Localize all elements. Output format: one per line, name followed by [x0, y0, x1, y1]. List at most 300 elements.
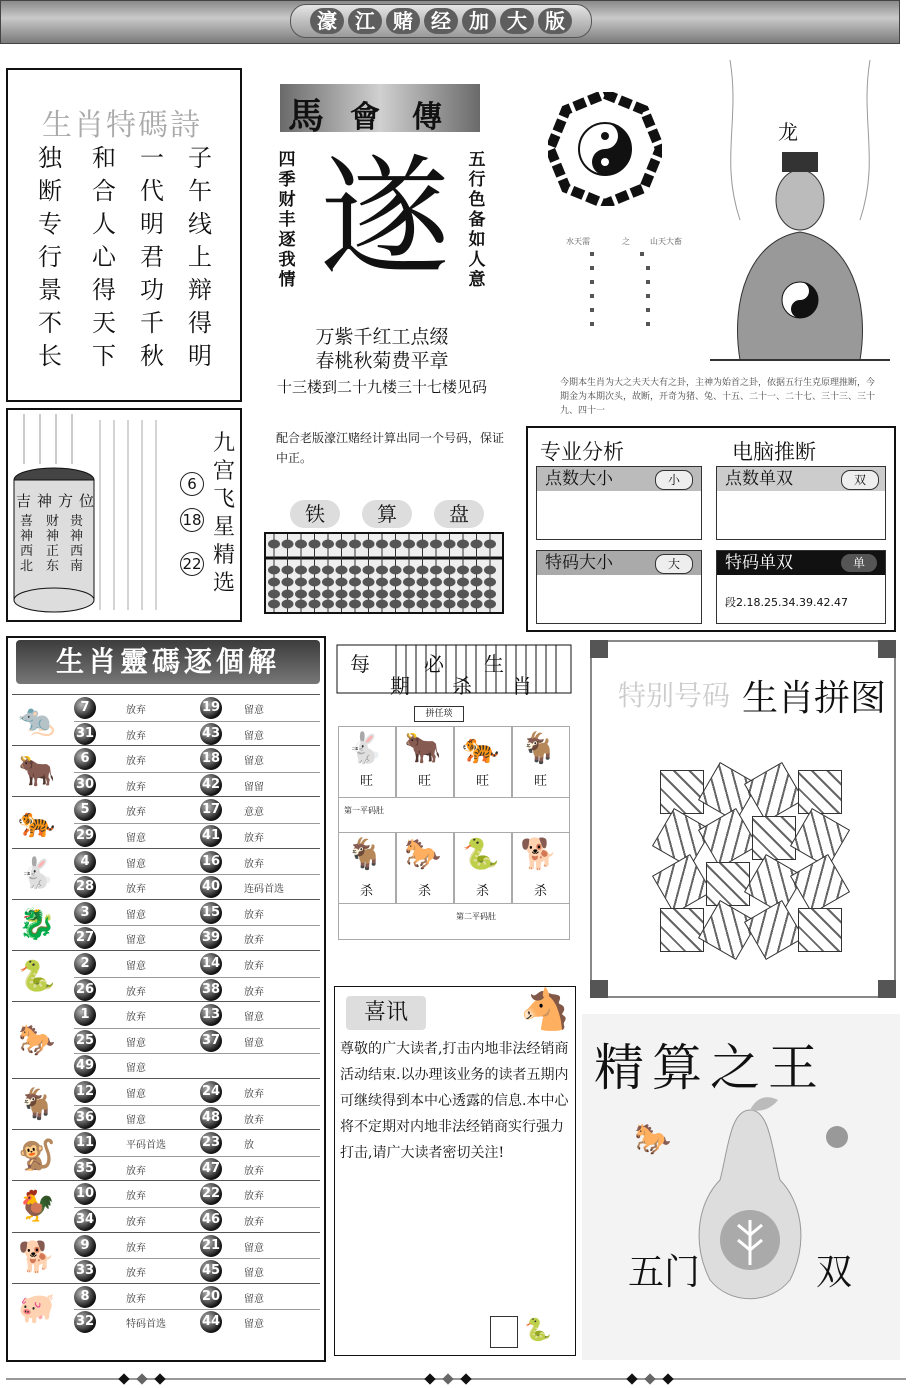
zodiac-group	[12, 1078, 320, 1129]
abacus-bead	[444, 600, 456, 609]
zodiac-number: 3	[74, 902, 96, 924]
dragon-label: 龙	[778, 120, 798, 144]
abacus-bead	[376, 590, 388, 599]
abacus-bead	[322, 600, 334, 609]
abacus-bead	[363, 540, 375, 549]
must-kill-char: 必	[424, 652, 444, 676]
abacus-bead	[309, 566, 321, 575]
analysis-title-right: 电脑推断	[732, 440, 816, 464]
verse-line-3: 十三楼到二十九楼三十七楼见码	[276, 378, 487, 396]
puzzle-piece	[660, 770, 704, 814]
analysis-title-left: 专业分析	[540, 440, 624, 464]
banner	[0, 0, 900, 44]
poem-column: 子 午 线 上 辩 得 明	[188, 144, 212, 370]
goat-icon: 🐐	[346, 837, 384, 872]
abacus-bead	[268, 600, 280, 609]
abacus-bead	[457, 600, 469, 609]
star-number: 18	[180, 508, 204, 532]
puzzle-faded-label: 特别号码	[618, 679, 731, 712]
puzzle-piece	[652, 854, 712, 914]
zodiac-advice: 放弃	[126, 756, 146, 768]
zodiac-animal-icon: 🐀	[18, 702, 56, 738]
zodiac-number: 32	[74, 1311, 96, 1333]
abacus-bead	[376, 600, 388, 609]
abacus-bead	[390, 578, 402, 587]
puzzle-piece	[698, 808, 758, 868]
zodiac-number: 23	[200, 1132, 222, 1154]
abacus-bead	[268, 578, 280, 587]
zodiac-advice: 放弃	[126, 1191, 146, 1203]
banner-char: 大	[500, 8, 534, 34]
corner-mark	[878, 640, 896, 658]
ornament	[442, 1373, 453, 1384]
drum-col: 喜神西北	[20, 514, 34, 574]
abacus-bead	[282, 590, 294, 599]
zodiac-number: 37	[200, 1030, 222, 1052]
abacus-bead	[322, 590, 334, 599]
abacus-bead	[295, 600, 307, 609]
zodiac-advice: 放弃	[126, 986, 146, 998]
zodiac-advice: 放弃	[126, 730, 146, 742]
zodiac-advice: 特码首选	[126, 1319, 166, 1331]
zodiac-advice: 放弃	[126, 781, 146, 793]
must-kill-char: 杀	[452, 674, 472, 698]
zodiac-number: 1	[74, 1004, 96, 1026]
zodiac-advice: 留意	[126, 935, 146, 947]
zodiac-advice: 意意	[244, 807, 264, 819]
must-kill-char: 每	[350, 652, 370, 676]
verse-line-2: 春桃秋菊费平章	[315, 350, 449, 372]
banner-char: 江	[348, 8, 382, 34]
rabbit-icon: 🐇	[346, 731, 384, 766]
zodiac-number: 40	[200, 876, 222, 898]
abacus-bead	[282, 600, 294, 609]
abacus-bead	[403, 540, 415, 549]
zodiac-advice: 放弃	[126, 1216, 146, 1228]
zodiac-number: 10	[74, 1183, 96, 1205]
abacus-bead	[430, 578, 442, 587]
abacus-bead	[471, 540, 483, 549]
poem-column: 一 代 明 君 功 千 秋	[140, 144, 164, 370]
zodiac-number: 31	[74, 723, 96, 745]
abacus-bead	[417, 590, 429, 599]
king-title: 精算之王	[594, 1039, 826, 1097]
zodiac-animal-icon: 🐍	[18, 958, 56, 994]
poem-column: 和 合 人 心 得 天 下	[92, 144, 116, 370]
ornament	[626, 1373, 637, 1384]
abacus-bead	[457, 578, 469, 587]
abacus-bead	[282, 578, 294, 587]
puzzle-piece	[798, 908, 842, 952]
zodiac-group	[12, 1283, 320, 1334]
zodiac-number: 33	[74, 1260, 96, 1282]
zodiac-number: 29	[74, 825, 96, 847]
abacus-bead	[376, 540, 388, 549]
kill-label: 杀	[476, 884, 490, 899]
zodiac-group	[12, 1180, 320, 1231]
zodiac-animal-icon: 🐕	[18, 1240, 56, 1276]
zodiac-advice: 放弃	[126, 1242, 146, 1254]
bagua-icon	[548, 92, 662, 206]
zodiac-advice: 连码首选	[244, 884, 284, 896]
abacus-bead	[295, 566, 307, 575]
zodiac-number: 21	[200, 1235, 222, 1257]
zodiac-poem-box	[6, 68, 242, 402]
hexagram-right: 山天大畜	[650, 237, 682, 246]
hot-label: 旺	[418, 774, 432, 789]
abacus-bead	[471, 590, 483, 599]
analysis-panel: 特码单双 单 段2.18.25.34.39.42.47	[716, 550, 886, 624]
abacus-bead	[349, 540, 361, 549]
abacus-bead	[403, 566, 415, 575]
zodiac-number: 20	[200, 1286, 222, 1308]
zodiac-advice: 放弃	[126, 884, 146, 896]
abacus-bead	[282, 566, 294, 575]
poem-title: 生肖特碼詩	[42, 108, 202, 143]
abacus-bead	[309, 578, 321, 587]
zodiac-number: 25	[74, 1030, 96, 1052]
zodiac-advice: 放弃	[244, 832, 264, 844]
abacus-bead	[484, 540, 496, 549]
analysis-panel: 特码大小 大	[536, 550, 702, 624]
zodiac-advice: 留意	[244, 1293, 264, 1305]
zodiac-number: 24	[200, 1081, 222, 1103]
zodiac-advice: 放弃	[244, 1191, 264, 1203]
abacus-bead	[282, 540, 294, 549]
left-vertical-verse: 四季财丰逐我情	[278, 150, 296, 290]
zodiac-advice: 放弃	[244, 1216, 264, 1228]
right-vertical-verse: 五行色备如人意	[468, 150, 486, 290]
abacus-bead	[295, 590, 307, 599]
must-kill-char: 生	[484, 652, 504, 676]
abacus-bead	[430, 566, 442, 575]
zodiac-number: 4	[74, 851, 96, 873]
horse-title: 馬 會 傳	[280, 84, 480, 132]
horse-head-icon: 🐴	[520, 987, 570, 1033]
abacus-bead	[403, 600, 415, 609]
puzzle-piece	[744, 900, 804, 960]
abacus-bead	[403, 578, 415, 587]
ornament	[424, 1373, 435, 1384]
zodiac-number: 13	[200, 1004, 222, 1026]
zodiac-number: 44	[200, 1311, 222, 1333]
zodiac-number: 27	[74, 927, 96, 949]
zodiac-number: 9	[74, 1235, 96, 1257]
zodiac-advice: 留意	[126, 858, 146, 870]
abacus-bead	[349, 566, 361, 575]
zodiac-number: 15	[200, 902, 222, 924]
king-left: 五门	[628, 1252, 701, 1293]
abacus-bead	[336, 600, 348, 609]
zodiac-number: 35	[74, 1158, 96, 1180]
must-kill-note-2: 第二平码肚	[456, 912, 496, 921]
star-number: 6	[180, 472, 204, 496]
zodiac-advice: 平码首选	[126, 1140, 166, 1152]
abacus-bead	[484, 578, 496, 587]
zodiac-advice: 留意	[244, 730, 264, 742]
abacus-bead	[471, 578, 483, 587]
ornament	[644, 1373, 655, 1384]
hexagram-mid: 之	[622, 237, 630, 246]
banner-title	[290, 4, 592, 38]
zodiac-number: 48	[200, 1107, 222, 1129]
abacus-bead	[322, 566, 334, 575]
abacus-bead	[457, 566, 469, 575]
zodiac-animal-icon: 🐒	[18, 1137, 56, 1173]
drum-col: 财神正东	[46, 514, 60, 574]
abacus-bead	[336, 590, 348, 599]
zodiac-advice: 留意	[244, 756, 264, 768]
abacus-bead	[430, 600, 442, 609]
abacus-bead	[336, 566, 348, 575]
zodiac-number: 11	[74, 1132, 96, 1154]
banner-char: 濠	[310, 8, 344, 34]
abacus-bead	[349, 600, 361, 609]
calc-note: 配合老版濠江赌经计算出同一个号码，保证中正。	[276, 431, 505, 465]
zodiac-advice: 放弃	[126, 1268, 146, 1280]
zodiac-group	[12, 745, 320, 796]
zodiac-number: 26	[74, 979, 96, 1001]
verse-line-1: 万紫千红工点缀	[315, 326, 449, 348]
abacus-bead	[268, 566, 280, 575]
zodiac-advice: 留意	[244, 1268, 264, 1280]
abacus-bead	[417, 540, 429, 549]
zodiac-advice: 留意	[244, 1319, 264, 1331]
zodiac-advice: 放弃	[244, 961, 264, 972]
kill-label: 杀	[534, 884, 548, 899]
zodiac-number: 16	[200, 851, 222, 873]
zodiac-number: 2	[74, 953, 96, 975]
abacus-bead	[309, 590, 321, 599]
abacus-bead	[457, 590, 469, 599]
horse-icon: 🐎	[634, 1122, 672, 1157]
abacus-bead	[444, 590, 456, 599]
zodiac-advice: 留意	[244, 705, 264, 716]
zodiac-animal-icon: 🐉	[18, 907, 56, 943]
drum-col: 贵神西南	[70, 514, 84, 574]
abacus-bead	[349, 590, 361, 599]
abacus-bead	[336, 540, 348, 549]
computer-numbers: 段2.18.25.34.39.42.47	[725, 596, 848, 609]
dog-icon: 🐕	[520, 837, 558, 872]
zodiac-advice: 放弃	[244, 909, 264, 921]
zodiac-number: 17	[200, 799, 222, 821]
news-body: 尊敬的广大读者,打击内地非法经销商活动结束.以办理该业务的读者五期内可继续得到本中心透露的信息.本中心将不定期对内地非法经销商实行强力打击,请广大读者密切关注!	[340, 1041, 569, 1161]
goat-icon: 🐐	[520, 731, 558, 766]
corner-mark	[590, 980, 608, 998]
zodiac-animal-icon: 🐖	[18, 1291, 56, 1327]
zodiac-number: 41	[200, 825, 222, 847]
zodiac-group	[12, 796, 320, 847]
zodiac-advice: 放弃	[244, 1114, 264, 1126]
abacus-bead	[430, 540, 442, 549]
dragon-sage-figure	[700, 60, 900, 370]
zodiac-advice: 放弃	[244, 1165, 264, 1177]
stamp-icon	[490, 1316, 518, 1348]
hexagram-left: 水天需	[566, 237, 590, 246]
zodiac-group	[12, 1129, 320, 1180]
puzzle-piece	[744, 762, 804, 822]
zodiac-number: 7	[74, 697, 96, 719]
abacus-bead	[390, 600, 402, 609]
zodiac-group	[12, 694, 320, 745]
abacus-bead	[484, 590, 496, 599]
abacus-bead	[444, 578, 456, 587]
zodiac-advice: 放弃	[126, 1012, 146, 1024]
zodiac-advice: 放弃	[244, 935, 264, 947]
zodiac-number: 8	[74, 1286, 96, 1308]
hot-label: 旺	[534, 774, 548, 789]
small-text-lines	[96, 420, 176, 610]
hot-label: 旺	[476, 774, 490, 789]
must-kill-tag: 拼任琰	[414, 706, 464, 722]
abacus-bead	[417, 566, 429, 575]
abacus-bead	[444, 540, 456, 549]
abacus-bead	[430, 590, 442, 599]
big-character: 遂	[320, 142, 451, 294]
corner-mark	[878, 980, 896, 998]
snake-icon: 🐍	[462, 837, 500, 872]
zodiac-advice: 留意	[126, 832, 146, 844]
zodiac-animal-icon: 🐅	[18, 804, 56, 840]
abacus-bead	[363, 590, 375, 599]
zodiac-number: 47	[200, 1158, 222, 1180]
zodiac-advice: 放弃	[244, 986, 264, 998]
must-kill-char: 肖	[512, 674, 532, 698]
zodiac-number: 46	[200, 1209, 222, 1231]
abacus-icon	[264, 532, 504, 614]
zodiac-advice: 放弃	[126, 1293, 146, 1305]
abacus-bead	[322, 578, 334, 587]
zodiac-advice: 留意	[126, 961, 146, 972]
zodiac-number: 19	[200, 697, 222, 719]
zodiac-number: 45	[200, 1260, 222, 1282]
zodiac-advice: 留意	[244, 1012, 264, 1024]
puzzle-piece	[706, 862, 750, 906]
zodiac-advice: 留意	[244, 1037, 264, 1049]
apple-icon	[826, 1126, 848, 1148]
tiger-icon: 🐅	[462, 731, 500, 766]
zodiac-number: 30	[74, 774, 96, 796]
corner-mark	[590, 640, 608, 658]
zodiac-number: 36	[74, 1107, 96, 1129]
abacus-bead	[390, 566, 402, 575]
zodiac-advice: 放弃	[126, 1165, 146, 1177]
abacus-bead	[295, 578, 307, 587]
ornament	[136, 1373, 147, 1384]
puzzle-piece	[752, 816, 796, 860]
banner-char: 加	[462, 8, 496, 34]
zodiac-group	[12, 848, 320, 899]
snake-icon: 🐍	[524, 1318, 552, 1343]
zodiac-group	[12, 1232, 320, 1283]
news-title: 喜讯	[346, 996, 426, 1030]
puzzle-grid	[660, 770, 844, 954]
star-number: 22	[180, 552, 204, 576]
zodiac-number: 43	[200, 723, 222, 745]
kill-label: 杀	[360, 884, 374, 899]
abacus-bead	[295, 540, 307, 549]
horse-icon: 🐎	[404, 837, 442, 872]
banner-char: 版	[538, 8, 572, 34]
zodiac-advice: 留留	[244, 781, 264, 793]
ornament	[154, 1373, 165, 1384]
zodiac-number: 28	[74, 876, 96, 898]
zodiac-animal-icon: 🐇	[18, 856, 56, 892]
abacus-bead	[390, 540, 402, 549]
abacus-bead	[336, 578, 348, 587]
zodiac-animal-icon: 🐂	[18, 753, 56, 789]
zodiac-advice: 留意	[126, 1114, 146, 1126]
zodiac-number: 22	[200, 1183, 222, 1205]
zodiac-group	[12, 1001, 320, 1078]
zodiac-animal-icon: 🐐	[18, 1086, 56, 1122]
abacus-bead	[309, 540, 321, 549]
puzzle-title: 生肖拼图	[742, 678, 887, 719]
zodiac-advice: 留意	[244, 1242, 264, 1254]
zodiac-table-title: 生肖靈碼逐個解	[16, 640, 320, 684]
ornament	[460, 1373, 471, 1384]
zodiac-advice: 放弃	[244, 1089, 264, 1100]
hot-label: 旺	[360, 774, 374, 789]
abacus-title: 铁 算 盘	[290, 500, 490, 530]
zodiac-number: 39	[200, 927, 222, 949]
zodiac-animal-icon: 🐎	[18, 1022, 56, 1058]
abacus-bead	[390, 590, 402, 599]
must-kill-char: 期	[390, 674, 410, 698]
abacus-bead	[268, 590, 280, 599]
zodiac-number: 14	[200, 953, 222, 975]
analysis-panel: 点数单双 双	[716, 466, 886, 540]
nine-palace-title: 九宫飞星精选	[212, 431, 235, 596]
abacus-bead	[322, 540, 334, 549]
zodiac-advice: 放	[244, 1140, 254, 1152]
zodiac-number: 42	[200, 774, 222, 796]
zodiac-group	[12, 899, 320, 950]
zodiac-advice: 留意	[126, 1037, 146, 1049]
ornament	[118, 1373, 129, 1384]
puzzle-piece	[660, 908, 704, 952]
kill-label: 杀	[418, 884, 432, 899]
abacus-bead	[376, 566, 388, 575]
drum-title: 吉神方位	[16, 492, 101, 510]
must-kill-note-1: 第一平码肚	[344, 806, 384, 815]
abacus-bead	[484, 600, 496, 609]
zodiac-advice: 留意	[126, 909, 146, 921]
abacus-bead	[363, 600, 375, 609]
abacus-bead	[417, 578, 429, 587]
zodiac-advice: 留意	[126, 1063, 146, 1075]
zodiac-number: 38	[200, 979, 222, 1001]
banner-char: 赌	[386, 8, 420, 34]
ox-icon: 🐂	[404, 731, 442, 766]
abacus-bead	[376, 578, 388, 587]
zodiac-animal-icon: 🐓	[18, 1188, 56, 1224]
abacus-bead	[363, 578, 375, 587]
zodiac-advice: 放弃	[126, 705, 146, 716]
hexagram-lines-icon	[560, 248, 700, 344]
abacus-bead	[268, 540, 280, 549]
zodiac-number: 5	[74, 799, 96, 821]
puzzle-piece	[790, 854, 850, 914]
puzzle-piece	[798, 770, 842, 814]
abacus-bead	[471, 566, 483, 575]
zodiac-number: 6	[74, 748, 96, 770]
abacus-bead	[471, 600, 483, 609]
analysis-panel: 点数大小 小	[536, 466, 702, 540]
zodiac-advice: 放弃	[126, 807, 146, 819]
zodiac-number: 49	[74, 1055, 96, 1077]
